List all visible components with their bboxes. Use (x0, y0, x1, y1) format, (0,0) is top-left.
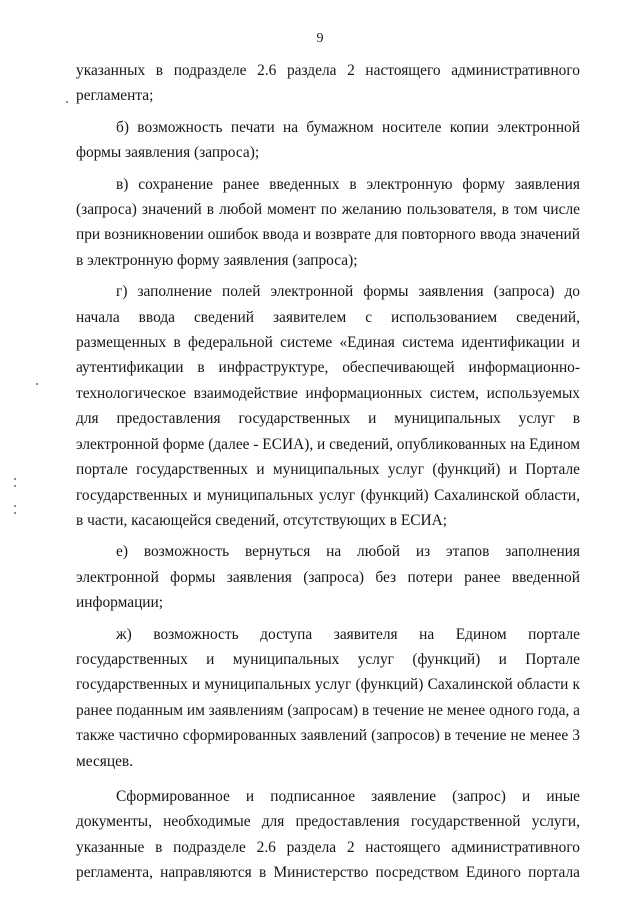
scan-mark (14, 478, 16, 480)
page-number: 9 (316, 31, 324, 46)
paragraph-submission: Сформированное и подписанное заявление (запрос) и иные документы, необходимые для предоставления государственной услуги, указанные в подразделе 2.6 раздела 2 настоящего административного регламента, направляются в Министерство посредством Единого портала (76, 787, 580, 882)
document-body (76, 58, 580, 886)
paragraph-item-g: г) заполнение полей электронной формы заявления (запроса) до начала ввода сведений заявителем с использованием сведений, размещенных в федеральной системе «Единая система идентификации и аутентификации в инфраструктуре, обеспечивающей информационно-технологическое взаимодействие информационных систем, используемых для предоставления государственных и муниципальных услуг в электронной форме (далее - ЕСИА), и сведений, опубликованных на Едином портале государственных и муниципальных услуг (функций) и Портале государственных и муниципальных услуг (функций) Сахалинской области, в части, касающейся сведений, отсутствующих в ЕСИА; (76, 283, 580, 529)
scan-mark (36, 383, 38, 385)
paragraph-item-e: е) возможность вернуться на любой из этапов заполнения электронной формы заявления (запроса) без потери ранее введенной информации; (76, 543, 580, 612)
scan-mark (14, 512, 16, 514)
paragraph-item-zh: ж) возможность доступа заявителя на Едином портале государственных и муниципальных услуг (функций) и Портале государственных и муниципальных услуг (функций) Сахалинской области к ранее поданным им заявлениям (запросам) в течение не менее одного года, а также частично сформированных заявлений (запросов) в течение не менее 3 месяцев. (76, 625, 580, 770)
paragraph-continuation: указанных в подразделе 2.6 раздела 2 настоящего административного регламента; (76, 62, 580, 105)
scan-mark (66, 101, 68, 103)
paragraph-item-b: б) возможность печати на бумажном носителе копии электронной формы заявления (запроса); (76, 118, 580, 162)
paragraph-item-v: в) сохранение ранее введенных в электронную форму заявления (запроса) значений в любой момент по желанию пользователя, в том числе при возникновении ошибок ввода и возврате для повторного ввода значений в электронную форму заявления (запроса); (76, 175, 580, 269)
scan-mark (14, 485, 16, 487)
scan-mark (14, 505, 16, 507)
